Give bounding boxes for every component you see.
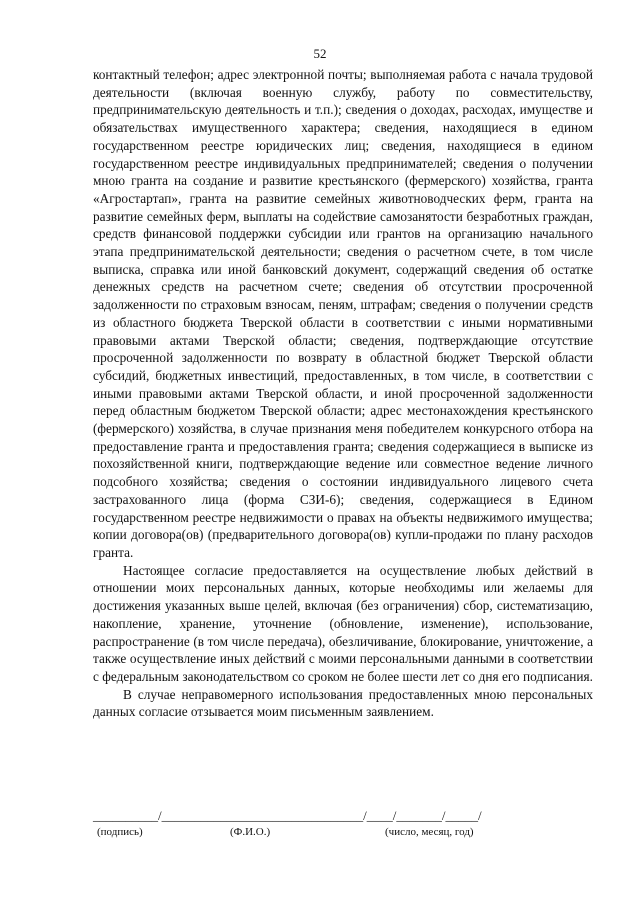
page-number: 52 xyxy=(313,46,327,61)
paragraph-personal-data-list: контактный телефон; адрес электронной почты; выполняемая работа с начала трудовой деятельности (включая военную службу, работу по совместительству, предпринимательскую деятельность и т.п.); сведения о доходах, расходах, имуществе и обязательствах имущественного характера; сведения, находящиеся в едином государственном реестре юридических лиц; сведения, находящиеся в едином государственном реестре индивидуальных предпринимателей; сведения о получении мною гранта на создание и развитие крестьянского (фермерского) хозяйства, гранта «Агростартап», гранта на развитие семейных животноводческих ферм, гранта на развитие семейных ферм, выплаты на содействие самозанятости безработных граждан, средств финансовой поддержки субсидии или грантов на организацию начального этапа предпринимательской деятельности; сведения о расчетном счете, в том числе выписка, справка или иной банковский документ, содержащий сведения об остатке денежных средств на расчетном счете; сведения об отсутствии просроченной задолженности по страховым взносам, пеням, штрафам; сведения о получении средств из областного бюджета Тверской области в соответствии с иными нормативными правовыми актами Тверской области; сведения, подтверждающие отсутствие просроченной задолженности по возврату в областной бюджет Тверской области субсидий, бюджетных инвестиций, предоставленных, в том числе, в соответствии с иными правовыми актами Тверской области, и иной просроченной задолженности перед областным бюджетом Тверской области; адрес местонахождения крестьянского (фермерского) хозяйства, в случае признания меня победителем конкурсного отбора на предоставление гранта и предоставления гранта; сведения содержащиеся в выписке из похозяйственной книги, подтверждающие ведение или совместное ведение личного подсобного хозяйства; сведения о состоянии индивидуального лицевого счета застрахованного лица (форма СЗИ-6); сведения, содержащиеся в Едином государственном реестре недвижимости о правах на объекты недвижимого имущества; копии договора(ов) (предварительного договора(ов) купли-продажи по плану расходов гранта. xyxy=(93,67,593,560)
caption-full-name: (Ф.И.О.) xyxy=(230,826,271,838)
paragraph-consent-revocation: В случае неправомерного использования предоставленных мною персональных данных согласие отзывается моим письменным заявлением. xyxy=(93,686,593,720)
caption-date: (число, месяц, год) xyxy=(385,826,474,838)
caption-signature: (подпись) xyxy=(97,826,143,838)
document-body xyxy=(93,66,593,721)
signature-line: __________/_______________________________/____/_______/_____/ xyxy=(93,808,482,823)
paragraph-consent-scope: Настоящее согласие предоставляется на осуществление любых действий в отношении моих персональных данных, которые необходимы или желаемы для достижения указанных выше целей, включая (без ограничения) сбор, систематизацию, накопление, хранение, уточнение (обновление, изменение), использование, распространение (в том числе передача), обезличивание, блокирование, уничтожение, а также осуществление иных действий с моими персональными данными в соответствии с федеральным законодательством со сроком не более шести лет со дня его подписания. xyxy=(93,562,593,684)
